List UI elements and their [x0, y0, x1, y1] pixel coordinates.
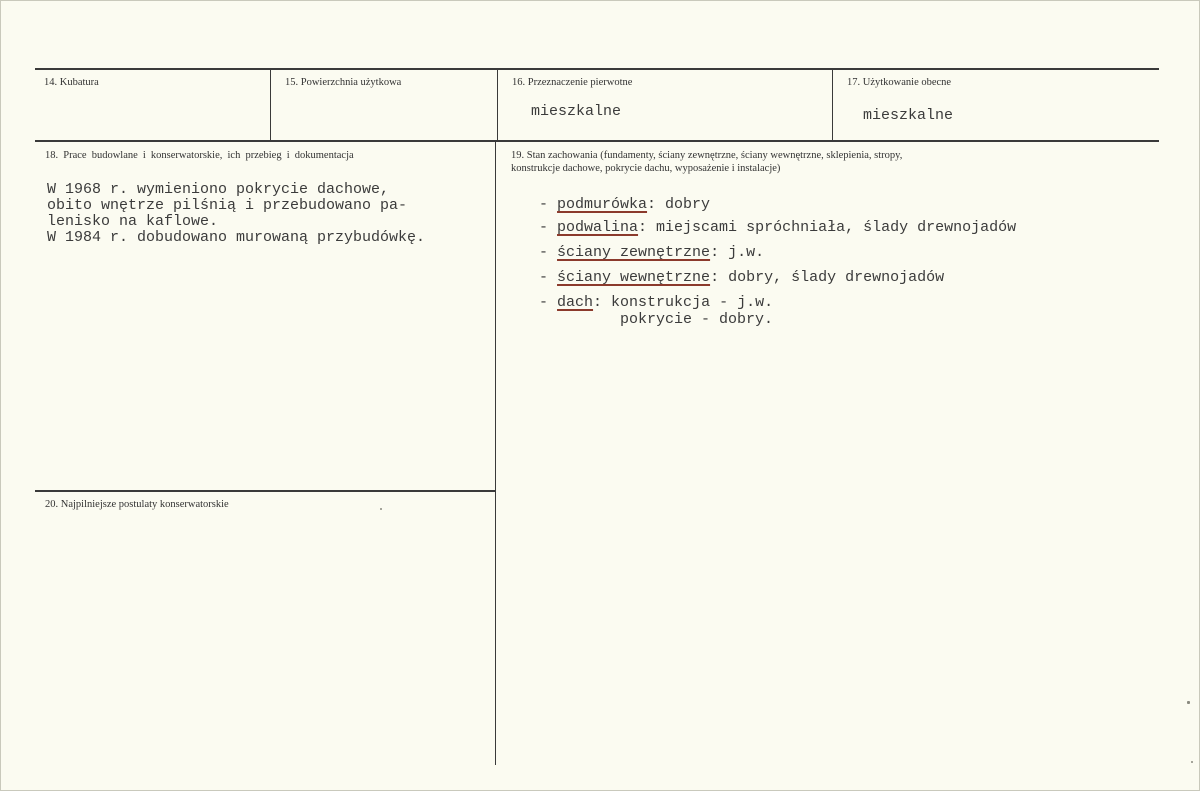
- item-rest: : dobry: [647, 196, 711, 213]
- condition-item: [539, 295, 773, 311]
- field-16-value: mieszkalne: [531, 103, 622, 120]
- field-16-label: 16. Przeznaczenie pierwotne: [512, 77, 633, 88]
- field-15-label: 15. Powierzchnia użytkowa: [285, 77, 402, 88]
- divider-left-right: [495, 141, 496, 765]
- condition-item: [539, 270, 944, 286]
- field-18-line-1: W 1968 r. wymieniono pokrycie dachowe,: [47, 181, 390, 198]
- paper-speck: [1191, 761, 1193, 763]
- item-term: podmurówka: [557, 196, 648, 213]
- item-term: dach: [557, 294, 594, 311]
- condition-item: [539, 197, 710, 213]
- item-dash: -: [539, 196, 549, 213]
- divider-16-17: [832, 69, 833, 141]
- paper-speck: [380, 508, 382, 510]
- paper-speck: [1187, 701, 1190, 704]
- item-rest: : konstrukcja - j.w.: [593, 294, 774, 311]
- row1-bottom-rule: [35, 140, 1159, 142]
- top-rule: [35, 68, 1159, 70]
- item-dash: -: [539, 219, 549, 236]
- field-20-label: 20. Najpilniejsze postulaty konserwatorskie: [45, 499, 229, 510]
- item-rest: : dobry, ślady drewnojadów: [710, 269, 945, 286]
- field-17-label: 17. Użytkowanie obecne: [847, 77, 952, 88]
- item-rest: : miejscami spróchniała, ślady drewnojadów: [638, 219, 1017, 236]
- condition-continuation: pokrycie - dobry.: [620, 311, 774, 328]
- field-19-label-line-1: 19. Stan zachowania (fundamenty, ściany zewnętrzne, ściany wewnętrzne, sklepienia, stropy,: [511, 150, 903, 161]
- item-term: ściany zewnętrzne: [557, 244, 711, 261]
- item-dash: -: [539, 244, 549, 261]
- item-term: ściany wewnętrzne: [557, 269, 711, 286]
- item-dash: -: [539, 269, 549, 286]
- field-18-label: 18. Prace budowlane i konserwatorskie, ich przebieg i dokumentacja: [45, 150, 354, 161]
- item-dash: -: [539, 294, 549, 311]
- item-rest: : j.w.: [710, 244, 765, 261]
- field-18-line-2: obito wnętrze pilśnią i przebudowano pa-: [47, 197, 408, 214]
- condition-item: [539, 245, 764, 261]
- field-17-value: mieszkalne: [863, 107, 954, 124]
- field18-bottom-rule: [35, 490, 495, 492]
- field-18-line-4: W 1984 r. dobudowano murowaną przybudówkę.: [47, 229, 426, 246]
- divider-14-15: [270, 69, 271, 141]
- condition-item: [539, 220, 1016, 236]
- field-19-label-line-2: konstrukcje dachowe, pokrycie dachu, wyposażenie i instalacje): [511, 163, 781, 174]
- field-18-line-3: lenisko na kaflowe.: [47, 213, 219, 230]
- divider-15-16: [497, 69, 498, 141]
- item-term: podwalina: [557, 219, 639, 236]
- field-14-label: 14. Kubatura: [44, 77, 99, 88]
